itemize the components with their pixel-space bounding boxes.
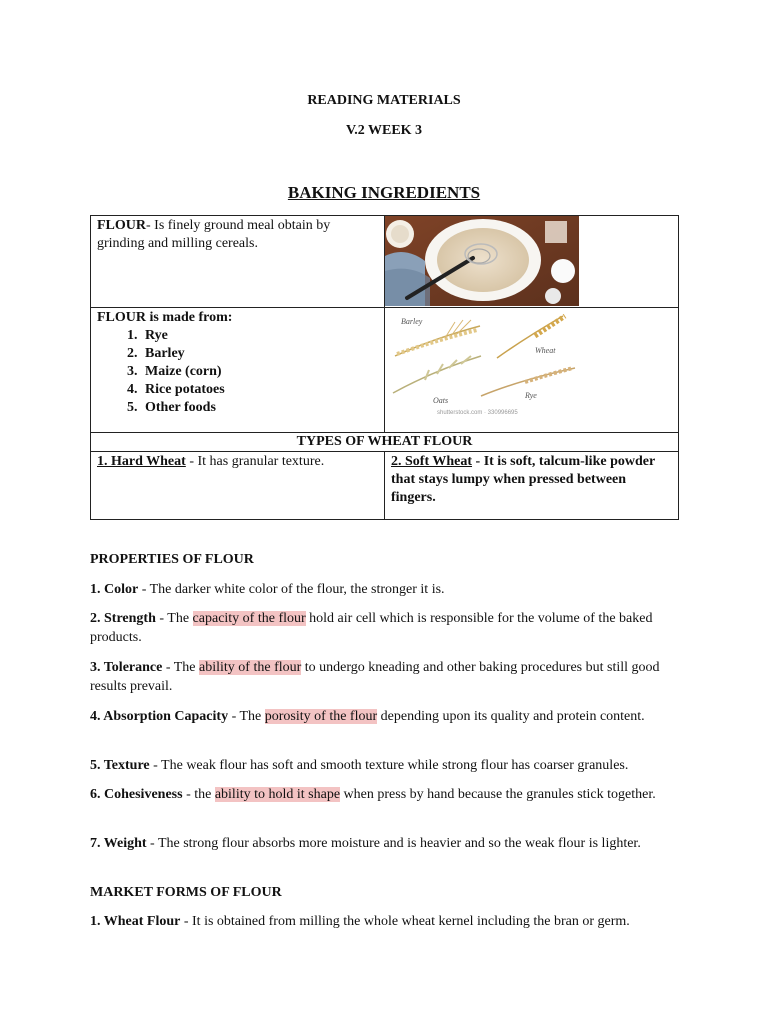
image-credit: shutterstock.com · 330996695 bbox=[437, 410, 518, 416]
flour-term: FLOUR bbox=[97, 218, 146, 233]
grains-image-cell bbox=[385, 308, 679, 433]
property-term: 6. Cohesiveness bbox=[90, 787, 183, 802]
property-absorption bbox=[90, 707, 690, 726]
property-cohesiveness bbox=[90, 785, 690, 804]
property-text: hold air cell which is responsible for the volume of the baked products. bbox=[90, 611, 653, 645]
property-term: 2. Strength bbox=[90, 611, 156, 626]
market-term: 1. Wheat Flour bbox=[90, 914, 181, 929]
soft-wheat-text: - It is soft, talcum-like powder that stays lumpy when pressed between fingers. bbox=[391, 454, 655, 505]
flour-definition-cell bbox=[91, 216, 385, 308]
table-row bbox=[91, 216, 679, 308]
property-text: to undergo kneading and other baking procedures but still good results prevail. bbox=[90, 660, 660, 694]
list-item: 4. Rice potatoes bbox=[141, 381, 378, 399]
property-term: 5. Texture bbox=[90, 758, 150, 773]
table-row bbox=[91, 433, 679, 452]
table-row bbox=[91, 308, 679, 433]
property-text: depending upon its quality and protein content. bbox=[377, 709, 645, 724]
highlighted-text: ability of the flour bbox=[199, 660, 302, 675]
property-text: - The darker white color of the flour, the stronger it is. bbox=[138, 582, 445, 597]
property-strength bbox=[90, 609, 690, 647]
hard-wheat-cell bbox=[91, 452, 385, 520]
property-text: - The weak flour has soft and smooth texture while strong flour has coarser granules. bbox=[149, 758, 629, 773]
week-heading: V.2 WEEK 3 bbox=[345, 123, 423, 138]
grains-image bbox=[385, 308, 579, 418]
list-item: 1. Rye bbox=[141, 327, 378, 345]
property-text: - The strong flour absorbs more moisture and is heavier and so the weak flour is lighter. bbox=[146, 836, 641, 851]
flour-bowl-image bbox=[385, 216, 579, 306]
property-weight bbox=[90, 834, 690, 853]
wheat-label: Wheat bbox=[535, 346, 556, 355]
properties-heading: PROPERTIES OF FLOUR bbox=[90, 552, 254, 567]
oats-label: Oats bbox=[433, 396, 449, 405]
property-text: - The bbox=[162, 660, 200, 675]
property-tolerance bbox=[90, 658, 690, 696]
hard-wheat-term: 1. Hard Wheat bbox=[97, 454, 186, 469]
property-color bbox=[90, 580, 690, 599]
property-term: 7. Weight bbox=[90, 836, 147, 851]
highlighted-text: porosity of the flour bbox=[264, 709, 378, 724]
list-item: 3. Maize (corn) bbox=[141, 363, 378, 381]
property-text: - the bbox=[182, 787, 215, 802]
highlighted-text: capacity of the flour bbox=[192, 611, 306, 626]
property-text: - The bbox=[155, 611, 193, 626]
table-row bbox=[91, 452, 679, 520]
property-term: 3. Tolerance bbox=[90, 660, 163, 675]
flour-bowl-image-cell bbox=[385, 216, 679, 308]
reading-materials-heading: READING MATERIALS bbox=[307, 93, 461, 108]
market-text: - It is obtained from milling the whole wheat kernel including the bran or germ. bbox=[180, 914, 630, 929]
list-item: 5. Other foods bbox=[141, 399, 378, 417]
property-term: 4. Absorption Capacity bbox=[90, 709, 229, 724]
page-title: BAKING INGREDIENTS bbox=[287, 183, 481, 202]
property-text: - The bbox=[228, 709, 265, 724]
hard-wheat-text: - It has granular texture. bbox=[185, 454, 325, 469]
soft-wheat-cell bbox=[385, 452, 679, 520]
property-term: 1. Color bbox=[90, 582, 139, 597]
flour-sources-heading: FLOUR is made from: bbox=[97, 310, 233, 325]
barley-label: Barley bbox=[401, 317, 423, 326]
flour-sources-list bbox=[97, 327, 378, 417]
highlighted-text: ability to hold it shape bbox=[214, 787, 341, 802]
list-item: 2. Barley bbox=[141, 345, 378, 363]
flour-definition-text: - Is finely ground meal obtain by grinding and milling cereals. bbox=[97, 218, 331, 251]
flour-sources-cell bbox=[91, 308, 385, 433]
soft-wheat-term: 2. Soft Wheat bbox=[391, 454, 473, 469]
market-forms-heading: MARKET FORMS OF FLOUR bbox=[90, 885, 282, 900]
flour-table bbox=[90, 215, 679, 520]
types-heading: TYPES OF WHEAT FLOUR bbox=[91, 433, 679, 452]
property-texture bbox=[90, 756, 690, 775]
rye-label: Rye bbox=[525, 391, 537, 400]
property-text: when press by hand because the granules stick together. bbox=[340, 787, 656, 802]
market-wheat-flour bbox=[90, 912, 690, 931]
